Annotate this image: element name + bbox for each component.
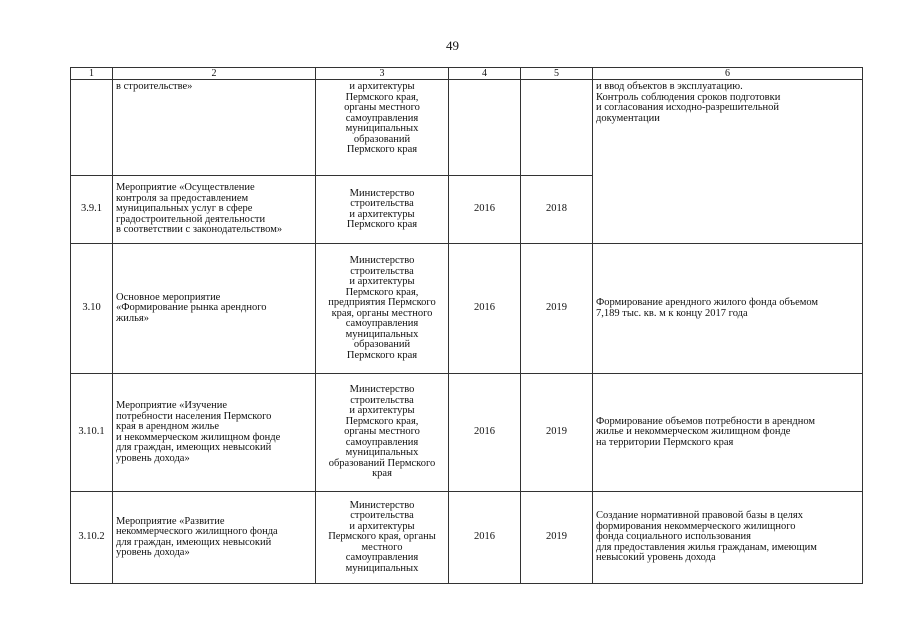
- activity-name: Основное мероприятие «Формирование рынка арендного жилья»: [113, 244, 316, 374]
- start-year: 2016: [449, 244, 521, 374]
- column-header-5: 5: [521, 68, 593, 80]
- end-year: 2018: [521, 176, 593, 244]
- page-number: 49: [446, 38, 459, 53]
- expected-result: Формирование арендного жилого фонда объемом 7,189 тыс. кв. м к концу 2017 года: [593, 244, 863, 374]
- row-number: 3.10: [71, 244, 113, 374]
- executor: Министерство строительства и архитектуры Пермского края, органы местного самоуправления муниципальных: [316, 492, 449, 584]
- executor: и архитектуры Пермского края, органы местного самоуправления муниципальных образований Пермского края: [316, 80, 449, 176]
- start-year: 2016: [449, 492, 521, 584]
- table-header-row: [71, 68, 863, 80]
- row-number: 3.10.2: [71, 492, 113, 584]
- executor: Министерство строительства и архитектуры Пермского края, органы местного самоуправления муниципальных образований Пермского края: [316, 374, 449, 492]
- start-year: [449, 80, 521, 176]
- activity-name: в строительстве»: [113, 80, 316, 176]
- expected-result: Создание нормативной правовой базы в целях формирования некоммерческого жилищного фонда социального использования для предоставления жилья гражданам, имеющим невысокий уровень дохода: [593, 492, 863, 584]
- row-number: 3.9.1: [71, 176, 113, 244]
- table-row: [71, 244, 863, 374]
- row-number: [71, 80, 113, 176]
- activity-name: Мероприятие «Изучение потребности населения Пермского края в арендном жилье и некоммерческом жилищном фонде для граждан, имеющих невысокий уровень дохода»: [113, 374, 316, 492]
- start-year: 2016: [449, 374, 521, 492]
- activity-name: Мероприятие «Осуществление контроля за предоставлением муниципальных услуг в сфере градостроительной деятельности в соответствии с законодательством»: [113, 176, 316, 244]
- expected-result: и ввод объектов в эксплуатацию. Контроль соблюдения сроков подготовки и согласования исходно-разрешительной документации: [593, 80, 863, 244]
- column-header-3: 3: [316, 68, 449, 80]
- table-row: [71, 374, 863, 492]
- end-year: 2019: [521, 244, 593, 374]
- end-year: 2019: [521, 492, 593, 584]
- column-header-1: 1: [71, 68, 113, 80]
- end-year: 2019: [521, 374, 593, 492]
- column-header-2: 2: [113, 68, 316, 80]
- expected-result: Формирование объемов потребности в арендном жилье и некоммерческом жилищном фонде на территории Пермского края: [593, 374, 863, 492]
- column-header-4: 4: [449, 68, 521, 80]
- activity-name: Мероприятие «Развитие некоммерческого жилищного фонда для граждан, имеющих невысокий уровень дохода»: [113, 492, 316, 584]
- table-row: [71, 492, 863, 584]
- executor: Министерство строительства и архитектуры Пермского края: [316, 176, 449, 244]
- program-table: [70, 67, 863, 584]
- end-year: [521, 80, 593, 176]
- executor: Министерство строительства и архитектуры Пермского края, предприятия Пермского края, органы местного самоуправления муниципальных образований Пермского края: [316, 244, 449, 374]
- column-header-6: 6: [593, 68, 863, 80]
- start-year: 2016: [449, 176, 521, 244]
- table-row: [71, 80, 863, 176]
- row-number: 3.10.1: [71, 374, 113, 492]
